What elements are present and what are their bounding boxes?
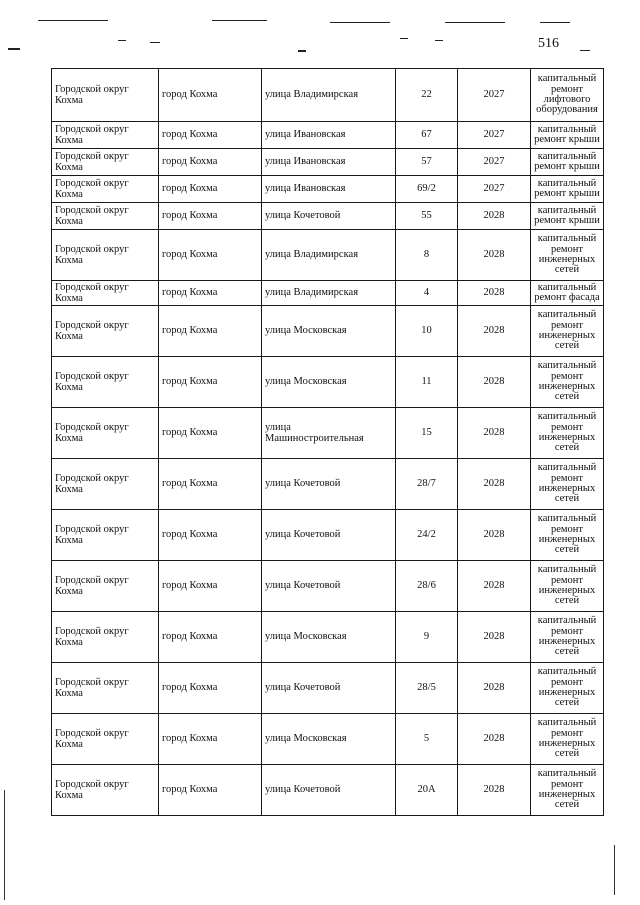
cell-house-number: 4 [396,281,458,306]
cell-gorod: город Кохма [159,612,262,663]
cell-work-type: капитальный ремонт фасада [531,281,604,306]
cell-year: 2028 [458,230,531,281]
registry-table [51,68,604,816]
cell-okrug: Городской округ Кохма [52,510,159,561]
cell-okrug: Городской округ Кохма [52,765,159,816]
scan-artifact-line [212,20,267,21]
cell-house-number: 11 [396,357,458,408]
cell-year: 2028 [458,281,531,306]
cell-year: 2028 [458,663,531,714]
cell-gorod: город Кохма [159,69,262,122]
scan-artifact-mark [435,40,443,41]
cell-house-number: 22 [396,69,458,122]
cell-year: 2027 [458,69,531,122]
cell-street: улица Кочетовой [262,203,396,230]
cell-work-type: капитальный ремонт крыши [531,149,604,176]
scan-artifact-mark [580,50,590,51]
cell-gorod: город Кохма [159,510,262,561]
cell-street: улица Кочетовой [262,663,396,714]
cell-gorod: город Кохма [159,714,262,765]
scan-artifact-mark [400,38,408,39]
table-row [52,306,604,357]
cell-work-type: капитальный ремонт крыши [531,203,604,230]
cell-house-number: 9 [396,612,458,663]
table-row [52,149,604,176]
cell-okrug: Городской округ Кохма [52,203,159,230]
table-row [52,408,604,459]
cell-work-type: капитальный ремонт инженерных сетей [531,357,604,408]
cell-house-number: 57 [396,149,458,176]
cell-house-number: 69/2 [396,176,458,203]
cell-house-number: 28/5 [396,663,458,714]
page-number: 516 [538,36,559,51]
cell-work-type: капитальный ремонт инженерных сетей [531,561,604,612]
scan-artifact-line [38,20,108,21]
cell-okrug: Городской округ Кохма [52,612,159,663]
cell-house-number: 28/6 [396,561,458,612]
cell-gorod: город Кохма [159,459,262,510]
cell-gorod: город Кохма [159,230,262,281]
cell-okrug: Городской округ Кохма [52,281,159,306]
cell-year: 2028 [458,561,531,612]
cell-okrug: Городской округ Кохма [52,149,159,176]
table-row [52,176,604,203]
cell-gorod: город Кохма [159,176,262,203]
cell-okrug: Городской округ Кохма [52,561,159,612]
table-row [52,714,604,765]
cell-street: улица Кочетовой [262,561,396,612]
cell-okrug: Городской округ Кохма [52,714,159,765]
cell-year: 2027 [458,176,531,203]
cell-year: 2028 [458,612,531,663]
table-row [52,357,604,408]
cell-house-number: 8 [396,230,458,281]
cell-house-number: 24/2 [396,510,458,561]
cell-gorod: город Кохма [159,306,262,357]
scan-artifact-line [540,22,570,23]
cell-okrug: Городской округ Кохма [52,357,159,408]
cell-year: 2028 [458,510,531,561]
cell-okrug: Городской округ Кохма [52,69,159,122]
cell-street: улица Владимирская [262,281,396,306]
scan-artifact-mark [298,50,306,52]
cell-work-type: капитальный ремонт инженерных сетей [531,612,604,663]
cell-okrug: Городской округ Кохма [52,663,159,714]
cell-gorod: город Кохма [159,357,262,408]
cell-year: 2028 [458,306,531,357]
scan-artifact-mark [8,48,20,50]
cell-gorod: город Кохма [159,408,262,459]
cell-work-type: капитальный ремонт инженерных сетей [531,306,604,357]
cell-work-type: капитальный ремонт инженерных сетей [531,408,604,459]
cell-work-type: капитальный ремонт инженерных сетей [531,230,604,281]
cell-work-type: капитальный ремонт инженерных сетей [531,714,604,765]
cell-street: улица Ивановская [262,122,396,149]
cell-house-number: 5 [396,714,458,765]
cell-street: улица Московская [262,306,396,357]
table-row [52,765,604,816]
cell-gorod: город Кохма [159,203,262,230]
cell-street: улица Московская [262,714,396,765]
table-row [52,69,604,122]
cell-year: 2028 [458,459,531,510]
table-row [52,122,604,149]
cell-work-type: капитальный ремонт лифтового оборудования [531,69,604,122]
cell-house-number: 10 [396,306,458,357]
scan-artifact-margin [4,790,5,900]
table-row [52,230,604,281]
cell-okrug: Городской округ Кохма [52,306,159,357]
cell-year: 2027 [458,122,531,149]
cell-year: 2027 [458,149,531,176]
cell-street: улица Ивановская [262,176,396,203]
cell-work-type: капитальный ремонт инженерных сетей [531,765,604,816]
cell-year: 2028 [458,357,531,408]
cell-street: улица Владимирская [262,69,396,122]
cell-year: 2028 [458,714,531,765]
cell-gorod: город Кохма [159,765,262,816]
cell-year: 2028 [458,765,531,816]
cell-gorod: город Кохма [159,281,262,306]
cell-street: улица Московская [262,357,396,408]
cell-street: улица Владимирская [262,230,396,281]
cell-year: 2028 [458,408,531,459]
cell-work-type: капитальный ремонт инженерных сетей [531,459,604,510]
cell-gorod: город Кохма [159,663,262,714]
table-row [52,612,604,663]
cell-okrug: Городской округ Кохма [52,408,159,459]
cell-street: улица Кочетовой [262,510,396,561]
cell-okrug: Городской округ Кохма [52,176,159,203]
table-row [52,561,604,612]
scan-artifact-line [330,22,390,23]
cell-street: улица Кочетовой [262,459,396,510]
scan-artifact-mark [118,40,126,41]
cell-gorod: город Кохма [159,149,262,176]
table-row [52,281,604,306]
cell-house-number: 15 [396,408,458,459]
scan-artifact-margin [614,845,615,895]
table-row [52,203,604,230]
cell-work-type: капитальный ремонт крыши [531,176,604,203]
cell-house-number: 28/7 [396,459,458,510]
cell-year: 2028 [458,203,531,230]
cell-okrug: Городской округ Кохма [52,459,159,510]
cell-street: улица Ивановская [262,149,396,176]
scan-artifact-line [445,22,505,23]
cell-house-number: 67 [396,122,458,149]
cell-gorod: город Кохма [159,122,262,149]
cell-street: улица Кочетовой [262,765,396,816]
cell-work-type: капитальный ремонт крыши [531,122,604,149]
cell-house-number: 55 [396,203,458,230]
cell-work-type: капитальный ремонт инженерных сетей [531,663,604,714]
cell-street: улица Московская [262,612,396,663]
cell-okrug: Городской округ Кохма [52,230,159,281]
table-row [52,663,604,714]
table-row [52,459,604,510]
cell-work-type: капитальный ремонт инженерных сетей [531,510,604,561]
cell-gorod: город Кохма [159,561,262,612]
scan-artifact-mark [150,42,160,43]
table-row [52,510,604,561]
cell-okrug: Городской округ Кохма [52,122,159,149]
cell-street: улица Машиностроительная [262,408,396,459]
cell-house-number: 20А [396,765,458,816]
